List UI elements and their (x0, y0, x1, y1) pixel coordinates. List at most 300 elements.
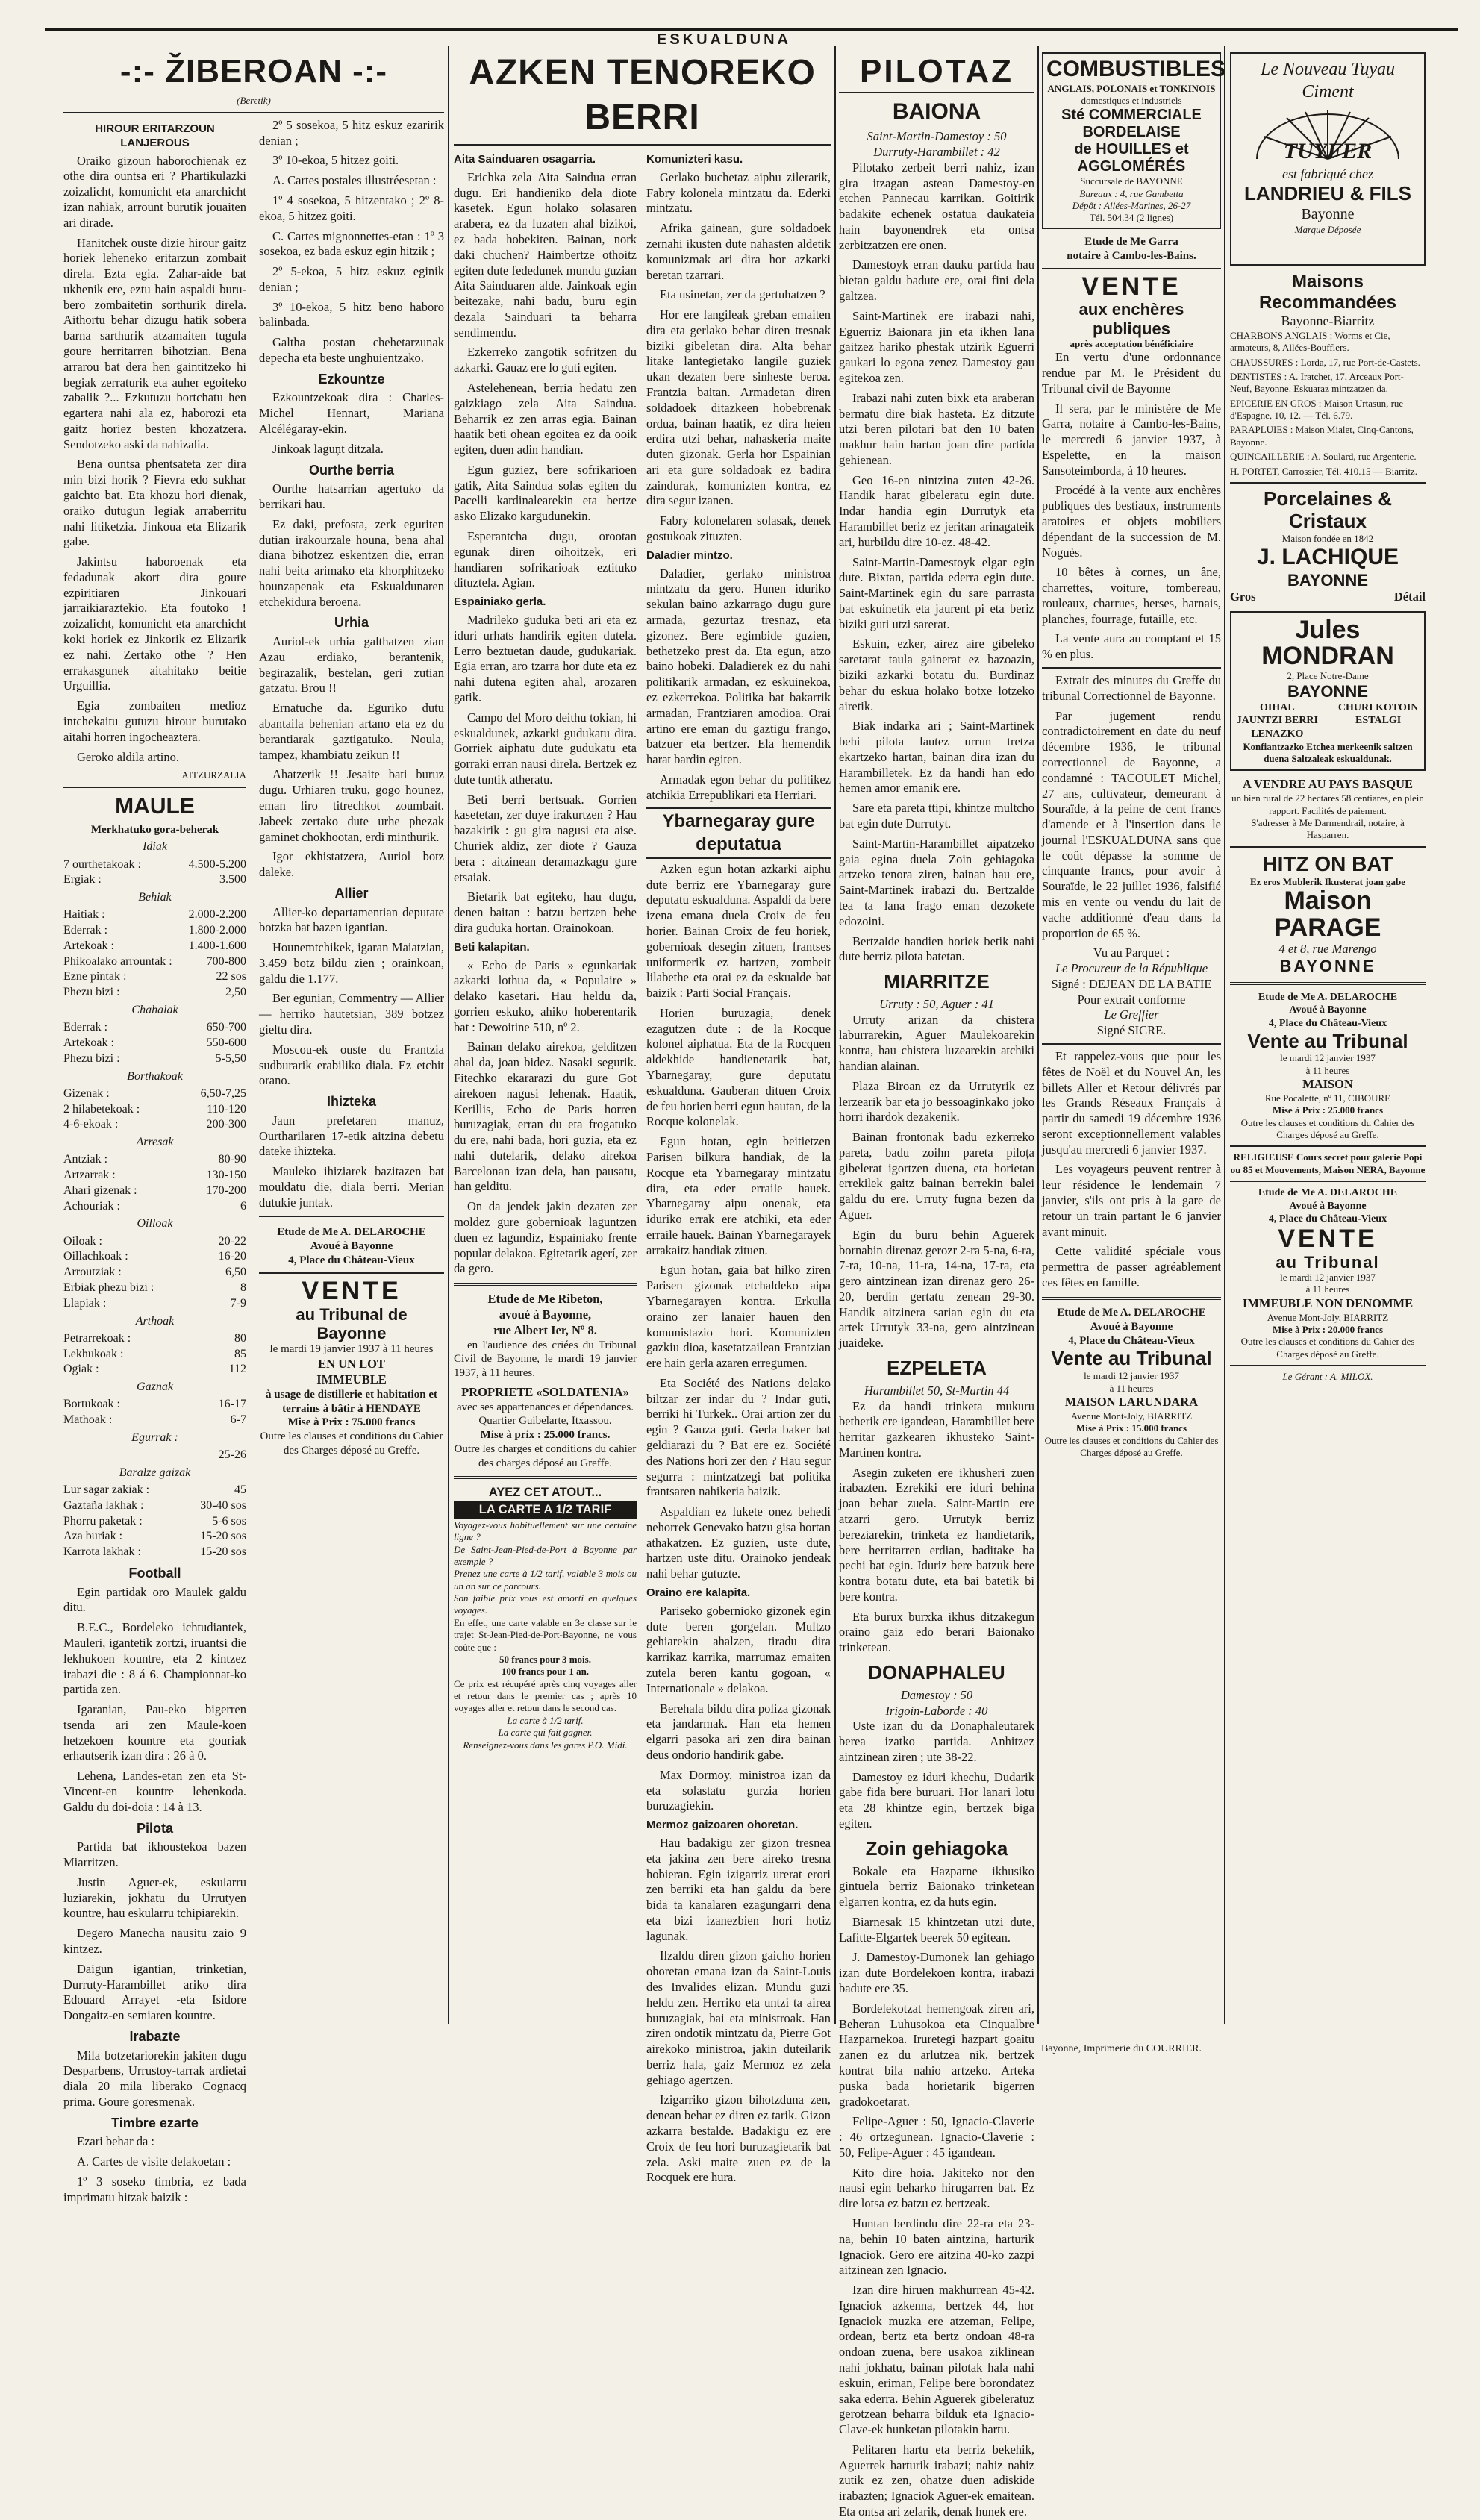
market-price: 5-6 sos (212, 1514, 246, 1528)
article-paragraph: Campo del Moro deithu tokian, hi eskualdunek, azkarki gudukatu dira. Gorriek aiphatu dute gudukatu eta gorraki erran nausi direla. Bertzek ez dute tuntik atheratu. (454, 710, 637, 787)
section-heading-baiona: BAIONA (892, 99, 981, 125)
market-row (63, 1413, 246, 1428)
article-paragraph: J. Damestoy-Dumonek lan gehiago izan dute Bordelekoen kontra, irabazi badute ere 35. (839, 1950, 1034, 1996)
article-paragraph: Saint-Martin-Harambillet aipatzeko gaia egina duela Zoin gehiagoka artzeko tenora ziren, bainan hau ere, Saint-Martinek irabazi du. Bertzalde tea ta lana frago eman dezokete edozoini. (839, 836, 1034, 928)
ad-text: 4 et 8, rue Marengo (1278, 941, 1377, 956)
article-paragraph: Hounemtchikek, igaran Maiatzian, 3.459 botz bildu zien ; orainkoan, galdu die 1.177. (259, 940, 444, 986)
market-row (63, 872, 246, 888)
ad-title: A VENDRE AU PAYS BASQUE (1242, 777, 1413, 792)
list-item: PARAPLUIES : Maison Mialet, Cinq-Cantons, Bayonne. (1230, 424, 1414, 448)
column-divider (1037, 46, 1039, 2024)
ad-subtitle: Bayonne-Biarritz (1281, 313, 1375, 329)
ad-text: Outre les clauses et conditions du Cahier des Charges déposé au Greffe. (1044, 1434, 1219, 1458)
subcolumn-left (63, 118, 246, 2210)
rule (63, 787, 246, 788)
market-row (63, 1184, 246, 1199)
rule (454, 1283, 637, 1286)
article-paragraph: Ezkountzekoak dira : Charles-Michel Hennart, Mariana Alcélégaray-ekin. (259, 390, 444, 436)
market-price: 700-800 (206, 954, 246, 968)
ad-vente-title: Vente au Tribunal (1051, 1347, 1212, 1370)
article-paragraph: Berehala bildu dira poliza gizonak eta jandarmak. Han eta hemen elgarri pasoka ari zen dira bainan deus ondorio handirik gabe. (646, 1701, 831, 1762)
column-ziberoan (63, 46, 444, 2204)
market-item: Phorru paketak : (63, 1514, 143, 1528)
ad-text: Dépôt : Allées-Marines, 26-27 (1072, 200, 1191, 211)
rule (259, 1272, 444, 1274)
market-category: Arresak (136, 1136, 174, 1149)
ad-notary-address: 4, Place du Château-Vieux (1268, 1213, 1387, 1225)
market-price: 550-600 (206, 1036, 246, 1049)
notice-paragraph: Les voyageurs peuvent rentrer à leur résidence le lendemain 7 janvier, s'ils ont pris à la gare de retour un train partant le 6 janvier avant minuit. (1042, 1162, 1221, 1239)
article-paragraph: Jinkoak laguņt ditzala. (272, 441, 384, 456)
ad-text: Son faible prix vous est amorti en quelques voyages. (454, 1592, 637, 1616)
article-paragraph: Mila botzetariorekin jakiten dugu Desparbens, Urrustoy-tarrak ardietai diala 20 mila liberako Cognacq prima. Goure goresmenak. (63, 2048, 246, 2109)
ad-notary-title: avoué à Bayonne, (499, 1307, 592, 1322)
market-row (63, 1362, 246, 1378)
article-paragraph: Eta burux burxka ikhus ditzakegun oraino gaiz edo berari Baionako trinketean. (839, 1609, 1034, 1655)
rule (1230, 982, 1426, 985)
market-price: 6 (240, 1199, 246, 1213)
article-paragraph: 3º 10-ekoa, 5 hitz beno haboro balinbada. (259, 299, 444, 330)
ad-notary-address: rue Albert Ier, Nº 8. (493, 1322, 597, 1337)
market-row (63, 1281, 246, 1296)
market-row (63, 1020, 246, 1036)
article-heading-ybarnegaray: Ybarnegaray gure deputatua (646, 807, 831, 858)
subcolumn-right (646, 148, 831, 2190)
ad-text: domestiques et industriels (1081, 94, 1182, 106)
article-heading: Mermoz gaizoaren ohoretan. (646, 1819, 799, 1832)
ad-vente-title: Vente au Tribunal (1247, 1029, 1408, 1052)
market-row (63, 954, 246, 970)
article-paragraph: B.E.C., Bordeleko ichtudiantek, Mauleri, igantetik zortzi, iruantsi die lekhukoen kountre, eta 2 kintzez irabazi die : 8 á 6. Championnat-ko partida zen. (63, 1620, 246, 1697)
market-price: 130-150 (206, 1169, 246, 1182)
ad-text: est fabriqué chez (1282, 166, 1373, 182)
legal-paragraph: Par jugement rendu contradictoirement en date du neuf décembre 1936, le tribunal correctionnel de Bayonne, a condamné : TACOULET Michel, 27 ans, cultivateur, demeurant à Souraïde, à la peine de cent francs d'amende et à l'insertion dans le journal l'ESKUALDUNA sans que le coût dépasse la somme de cinquante francs, pour avoir à Souraïde, le 22 juillet 1936, falsifié mis en vente ou vendu du lait de vache additionné d'eau dans la proportion de 65 %. (1042, 708, 1221, 940)
legal-line: Signé SICRE. (1096, 1023, 1167, 1038)
market-category: Borthakoak (127, 1069, 183, 1083)
article-paragraph: Gerlako buchetaz aiphu zilerarik, Fabry kolonela mintzatu da. Ederki mintzatu. (646, 169, 831, 216)
ad-vente-type: IMMEUBLE (316, 1372, 387, 1386)
market-price: 6-7 (230, 1413, 246, 1427)
market-item: Mathoak : (63, 1413, 113, 1427)
ad-row (1230, 590, 1426, 605)
article-paragraph: Fabry kolonelaren solasak, denek gostukoak zituzten. (646, 513, 831, 544)
market-row (63, 985, 246, 1001)
article-paragraph: Aspaldian ez lukete onez behedi nehorrek Genevako batzu gisa hortan athakatzen. Ez guzien, uste dute, hartzen uste ditu. Orainoko jendeak nahi behar gutuzte. (646, 1504, 831, 1581)
ad-price: Mise à Prix : 15.000 francs (1075, 1422, 1187, 1434)
article-paragraph: Jakintsu haboroenak eta fedadunak akort dira goure ezpiritiaren Jinkouari jarraikiaraztekio. Eta foutoko ! zoizalicht, komunicht eta anarchicht koki horiek ez Jinkorik ez Elizarik ez nahi. Zertako othe ? Hen errakasgunek aitahitako beitie Urguillia. (63, 554, 246, 693)
market-price: 170-200 (206, 1184, 246, 1197)
article-paragraph: 2º 5 sosekoa, 5 hitz eskuz ezaririk denian ; (259, 117, 444, 148)
section-heading-ihizteka: Ihizteka (326, 1094, 377, 1110)
market-item: Lur sagar zakiak : (63, 1483, 150, 1497)
article-paragraph: Astelehenean, berria hedatu zen gaizkiago zela Aita Saindua. Beharrik ez zen arras egia. Bainan haatik beti ohean egoitea ez da ooik egiten, duen adin handian. (454, 380, 637, 457)
article-paragraph: Jaun prefetaren manuz, Ourtharilaren 17-etik aitzina debetu dateke ihizteka. (259, 1113, 444, 1159)
article-heading: HIROUR ERITARZOUN LANJEROUS (95, 122, 215, 149)
market-item: Artzarrak : (63, 1169, 116, 1182)
market-item: Ergiak : (63, 873, 102, 887)
ad-banner: LA CARTE A 1/2 TARIF (454, 1501, 637, 1519)
ad-brand: TUYFER (1283, 139, 1373, 164)
article-paragraph: Bertzalde handien horiek betik nahi dute berriz pilota batetan. (839, 934, 1034, 964)
article-paragraph: Urruty arizan da chistera laburrarekin, Aguer Maulekoarekin kontra, hau chistera luzearekin atchiki handian alainan. (839, 1012, 1034, 1073)
ad-notary-name: Etude de Me Ribeton, (487, 1292, 603, 1307)
article-paragraph: Hanitchek ouste dizie hirour gaitz horiek leheneko eritarzun zombait direla. Ezta egia. Zahar-aide bat ukhenik ere, eztu hain aspaldi buru-bero zombaitetin sorthurik direla. Aithortu behar dizugu hatik sobera barna sarthurik atzamaiten tugula goure herritarren bihotzian. Bena arrarou bat dera hen gaintitzeko hi begiak zerraturik eta auher egoiteko zabalik ?... Ezkutuzu bortchatu hen egartera nahi ala ez, haborozi eta gaitz horiez besten khozatzera. Sendotzeko aski da nahizalia. (63, 235, 246, 451)
article-paragraph: 3º 10-ekoa, 5 hitzez goiti. (272, 153, 399, 168)
article-paragraph: Ezkerreko zangotik sofritzen du azkarki. Gauaz ere lo guti egiten. (454, 345, 637, 375)
article-signature: AITZURZALIA (181, 769, 246, 781)
ad-text: Bureaux : 4, rue Gambetta (1079, 187, 1184, 199)
ad-paragraph: Procédé à la vente aux enchères publiques des bestiaux, instruments aratoires et objets mobiliers dépendant de la succession de M. Noguès. (1042, 483, 1221, 560)
ad-paragraph: 10 bêtes à cornes, un âne, charrettes, voiture, tombereau, rouleaux, charrues, herses, harnais, planches, fourrage, futaille, etc. (1042, 565, 1221, 626)
article-paragraph: Geo 16-en nintzina zuten 42-26. Handik harat gibeleratu egin dute. Indar handia egin Durrutyk eta Harambillet beriz ez jeritan arinagateik ari, hurbildu dire 10-ez. 48-42. (839, 472, 1034, 549)
article-heading: Komunizteri kasu. (646, 152, 743, 166)
column-divider (448, 46, 449, 2024)
article-paragraph: On da jendek jakin dezaten zer moldez gure gobernioak laguntzen duen ez lagundiz, Espainiako frente popular delakoa. Egitetarik agerí, zer da gero. (454, 1199, 637, 1276)
market-row (63, 1483, 246, 1498)
ad-vente-date: le mardi 19 janvier 1937 à 11 heures (269, 1343, 434, 1356)
ad-notary-name: Etude de Me A. DELAROCHE (1258, 1187, 1398, 1199)
article-paragraph: Pariseko gobernioko gizonek egin dute beren gorgelan. Multzo gehiarekin ahalzen, tiradu dira karrikaz karrika, marrumaz emaiten zutela beren kantu gogoan, « Internationale » delakoa. (646, 1603, 831, 1695)
ad-company-name: Maison PARAGE (1274, 887, 1381, 942)
ad-text: avec ses appartenances et dépendances. (457, 1401, 634, 1413)
market-row (63, 923, 246, 939)
section-heading-ourthe: Ourthe berria (308, 462, 395, 478)
market-price: 110-120 (207, 1102, 246, 1116)
market-item: Haitiak : (63, 908, 105, 922)
market-price: 4.500-5.200 (188, 857, 246, 871)
market-price: 15-20 sos (200, 1545, 246, 1559)
ad-company-name: Sté COMMERCIALE BORDELAISE (1061, 107, 1202, 141)
article-paragraph: Pilotako zerbeit berri nahiz, izan gira itzagan astean Damestoy-en etchen Pannecau karrikan. Goitirik badakite echenek ostatua daukateia hain bayonendrek eta ontsa zerbitzatzen ere onen. (839, 160, 1034, 252)
ad-property-name: MAISON (1302, 1077, 1353, 1092)
article-paragraph: Lehena, Landes-etan zen eta St-Vincent-en kountre lehenkoda. Galdu du doi-doia : 14 à 13. (63, 1769, 246, 1814)
ad-text: 2, Place Notre-Dame (1287, 670, 1369, 682)
legal-line: Le Procureur de la République (1055, 961, 1208, 976)
article-paragraph: Kito dire hoia. Jakiteko nor den nausi egin beharko hirugarren bat. Ez dire lotsa ez batzu ez bertzeak. (839, 2165, 1034, 2211)
market-row (63, 1514, 246, 1530)
section-heading-timbre: Timbre ezarte (111, 2115, 199, 2130)
ad-property-name: IMMEUBLE NON DENOMME (1242, 1295, 1414, 1310)
list-item: DENTISTES : A. Iratchet, 17, Arceaux Port-Neuf, Bayonne. Eskuaraz mintzatzen da. (1230, 370, 1404, 395)
article-paragraph: Geroko aldila artino. (77, 749, 179, 764)
article-paragraph: Ber egunian, Commentry — Allier — herriko hautetsian, 389 botzez gieltu dira. (259, 991, 444, 1037)
section-heading-allier: Allier (334, 885, 369, 901)
rule (1230, 482, 1426, 484)
article-paragraph: Plaza Biroan ez da Urrutyrik ez lerzearik bar eta jo bessoaginkako joko horri ihardok dezakenik. (839, 1078, 1034, 1125)
article-heading: Beti kalapitan. (454, 940, 530, 954)
market-category: Oilloak (137, 1217, 173, 1231)
market-row (63, 1102, 246, 1118)
ad-text: Prenez une carte à 1/2 tarif, valable 3 mois ou un an sur ce parcours. (454, 1568, 637, 1592)
ad-text: Outre les charges et conditions du cahier des charges déposé au Greffe. (454, 1442, 637, 1469)
market-price: 200-300 (206, 1118, 246, 1131)
ad-company-name: LANDRIEU & FILS (1244, 181, 1411, 204)
article-paragraph: Max Dormoy, ministroa izan da eta solastatu gurzia horien buruzagiekin. (646, 1767, 831, 1813)
ad-text: Renseignez-vous dans les gares P.O. Midi. (463, 1739, 628, 1751)
market-price: 2,50 (225, 986, 246, 999)
article-paragraph: Ahatzerik !! Jesaite bati buruz dugu. Urhiaren truku, gogo hounez, eman liro titrechkot zoumbait. Jabeek zertako dute urhe phezak gaminet chokhootan, erdi minthurik. (259, 767, 444, 844)
ad-heading: AYEZ CET ATOUT... (488, 1486, 602, 1500)
market-price: 1.800-2.000 (188, 924, 246, 937)
ad-vente-subtitle2: après acceptation bénéficiaire (1070, 337, 1193, 349)
market-item: Phezu bizi : (63, 1051, 120, 1065)
market-item: 7 ourthetakoak : (63, 857, 141, 871)
legal-line: Le Greffier (1104, 1007, 1159, 1022)
market-row (63, 1397, 246, 1413)
market-item: Erbiak phezu bizi : (63, 1281, 154, 1295)
market-item: Ederrak : (63, 1021, 108, 1034)
market-price: 650-700 (206, 1021, 246, 1034)
article-paragraph: Armadak egon behar du politikez atchikia Errepublikari eta Herriari. (646, 772, 831, 802)
article-paragraph: Uste izan du da Donaphaleutarek berea izatko partida. Anhitzez aintzinean ziren ; ute 38-22. (839, 1719, 1034, 1764)
article-paragraph: Bainan delako airekoa, gelditzen ahal da, joan bidez. Nasaki segurik. Fitechko ekararazi du gure Got airekoen nagusi lehenak. Haatik, Kerillis, Echo de Paris horren buruzagiak, erran du eta frogatuko du ere, nahi bada, hori guzia, eta ez nahi dutelarik, delako airekoa Barcelonan izan dela, han pausatu, han gelditu. (454, 1039, 637, 1194)
ad-text: un bien rural de 22 hectares 58 centiares, en plein rapport. Facilités de paiement. (1231, 792, 1424, 816)
article-paragraph: Egun guziez, bere sofrikarioen gatik, Aita Saindua solas egiten du Pacelli kardinalearekin eta bertze asko Elizako kargudunekin. (454, 462, 637, 524)
ad-vente-title: VENTE (1278, 1225, 1378, 1254)
article-paragraph: A. Cartes de visite delakoetan : (77, 2154, 231, 2169)
article-paragraph: A. Cartes postales illustréesetan : (272, 173, 437, 188)
ad-text: De Saint-Jean-Pied-de-Port à Bayonne par exemple ? (454, 1543, 637, 1567)
column-divider (834, 46, 836, 2024)
section-heading-football: Football (128, 1566, 181, 1581)
ad-notary-title: Avoué à Bayonne (1289, 1004, 1367, 1016)
ad-text: RELIGIEUSE Cours secret pour galerie Popi ou 85 et Mouvements, Maison NERA, Bayonne (1230, 1151, 1426, 1175)
rule (1042, 268, 1221, 269)
ad-vente-description: à usage de distillerie et habitation et terrains à bâtir à HENDAYE (266, 1388, 437, 1415)
ad-city: BAYONNE (1279, 957, 1376, 976)
subcolumn-left (454, 148, 637, 1751)
market-row (63, 1249, 246, 1265)
ad-text: Marque Déposée (1294, 223, 1361, 235)
article-paragraph: Pelitaren hartu eta berriz bekehik, Aguerrek harturik irabazi; nahiz nahiz zutik ez zen, ohatze duen adiskide irabazten; Ignaciok Aguer-ek emaitean. Eta ontsa ari zelarik, denak hunek ere. (839, 2442, 1034, 2519)
article-paragraph: Eta Société des Nations delako biltzar zer indar du ? Indar guti, berriki hi Turkek.. Orai artion zer du egin ? Gauza guti. Gerla baker bat geldiarazi du ? Bat ere ez. Société des Nations hori zer den ? Hau segur segurra : mintzatzegi bat politika frantsaren nahikeria baizik. (646, 1375, 831, 1499)
article-paragraph: Damestoyk erran dauku partida hau bietan galdu badute ere, orai fini dela galtzea. (839, 257, 1034, 304)
ad-vente-subtitle: au Tribunal (1276, 1252, 1380, 1272)
article-paragraph: Bena ountsa phentsateta zer dira min bizi horik ? Fievra edo sukhar gaichto bat. Eta khozu hori dienak, oraiko dutugun legiak arraberritu nahi litiketzia. Jinkoua eta Elizarik gabe. (63, 457, 246, 549)
section-heading-ezkontze: Ezkountze (318, 371, 385, 387)
article-paragraph: Irabazi nahi zuten bixk eta araberan bermatu dire biak hasteta. Ez ditzute utzi beren pilotari bat den 10 baten makhur hain hartan joan dire partida gehienean. (839, 390, 1034, 467)
market-row (63, 1545, 246, 1560)
market-price: 2.000-2.200 (188, 908, 246, 922)
section-heading-ezpeleta: EZPELETA (887, 1357, 987, 1380)
market-item: Oiloak : (63, 1234, 102, 1248)
article-paragraph: Beti berri bertsuak. Gorrien kasetetan, zer duye irakurtzen ? Hau bazakirik : gu gira nagusi eta aise. Churiek aldiz, zer diote ? Gauza bera : aitzinean deramazkagu gure etsaiak. (454, 792, 637, 884)
market-price: 5-5,50 (215, 1051, 246, 1065)
article-heading: Oraino ere kalapita. (646, 1586, 751, 1600)
article-heading: Aita Sainduaren osagarria. (454, 152, 596, 166)
article-paragraph: Madrileko guduka beti ari eta ez iduri urhats handirik egiten dutela. Lerro beztuetan daude, gudukariak. Egia erran, aro tzarra hor dute eta ez nahi dutena egiten ahal, arozaren gatik. (454, 613, 637, 704)
article-paragraph: Ezari behar da : (77, 2134, 154, 2149)
article-paragraph: 1º 4 sosekoa, 5 hitzentako ; 2º 8-ekoa, 5 hitzez goiti. (259, 193, 444, 223)
market-item: Llapiak : (63, 1296, 107, 1310)
market-price: 1.400-1.600 (188, 939, 246, 952)
ad-text: le mardi 12 janvier 1937 (1280, 1272, 1376, 1284)
ad-paragraph: En vertu d'une ordonnance rendue par M. le Président du Tribunal civil de Bayonne (1042, 350, 1221, 395)
rule (454, 1476, 637, 1479)
legal-line: Pour extrait conforme (1077, 992, 1186, 1007)
ad-vente-title: VENTE (302, 1277, 402, 1306)
market-item: Ezne pintak : (63, 970, 127, 984)
article-paragraph: Daigun igantian, trinketian, Durruty-Harambillet ariko dira Edouard Arrayet -eta Isidore Dongaitz-en semiaren kountre. (63, 1961, 246, 2023)
market-title: MAULE (115, 793, 195, 819)
ad-company-name: J. LACHIQUE (1256, 545, 1399, 570)
list-item: CHAUSSURES : Lorda, 17, rue Port-de-Castets. (1230, 356, 1420, 368)
article-paragraph: Egin du buru behin Aguerek bornabin direnaz gerozr 2-ra 5-na, 6-ra, 7-ra, 10-na, 11-ra, 14-na, 17-ra, eta gero aintzinean izan direnaz gero 26-20, berdin gertatu zenean 29-30. Handik aitzinera sarian egin du eta artek Urrutyk 33-na, gero aintzinean juaideke. (839, 1227, 1034, 1351)
ad-text: Avenue Mont-Joly, BIARRITZ (1070, 1410, 1193, 1422)
ad-text: Succursale de BAYONNE (1080, 175, 1183, 187)
market-price: 80 (234, 1331, 246, 1345)
article-paragraph: Hor ere langileak greban emaiten dira eta gerlako behar diren tresnak biziki gibeletan dira. Alta behar litake lantegietako langile guziek ukan dezaten bere sinheste beroa. Frantzia baitan. Armadetan diren soldadoek ditazkeen hobebrenak ordua, bainan haatik, ez dira heien erdira utzi behar, nahaskeria maite duten gizonak. Gerla hor Espainian ari eta gure soldadoak ez badira zaindurak, komunizten kontra, ez dira segur izanen. (646, 307, 831, 508)
market-item: Lekhukoak : (63, 1347, 124, 1360)
article-paragraph: Degero Manecha nausitu zaio 9 kintzez. (63, 1926, 246, 1956)
ad-text: Outre les clauses et conditions du Cahier des Charges déposé au Greffe. (1240, 1116, 1415, 1141)
rule (1042, 1297, 1221, 1300)
score-line: Damestoy : 50 (900, 1687, 973, 1702)
market-row (63, 1296, 246, 1312)
ad-notary-address: 4, Place du Château-Vieux (1268, 1017, 1387, 1029)
score-line: Durruty-Harambillet : 42 (873, 145, 1000, 160)
market-price: 15-20 sos (200, 1530, 246, 1543)
article-paragraph: Egia zombaiten medioz intchekaitu gutuzu hirour burutako aitahi horren ingocheaztera. (63, 698, 246, 744)
market-item: Ahari gizenak : (63, 1184, 137, 1197)
article-paragraph: Saint-Martin-Damestoyk elgar egin dute. Bixtan, partida ederra egin dute. Saint-Martinek egin du sare parrasta bat eskuinetik eta jaurent pi eta beriz biziki guti utzi sarerat. (839, 554, 1034, 631)
market-item: Ogiak : (63, 1363, 99, 1376)
market-row (63, 1234, 246, 1250)
market-item: Oillachkoak : (63, 1250, 128, 1263)
article-paragraph: Biak indarka ari ; Saint-Martinek behi pilota lautez urrun tretza ekartzeko hartan, bainan dira izan du Harambilletek. Ez da handi han edo hemen amor emanik ere. (839, 719, 1034, 795)
section-heading-pilota: Pilota (136, 1820, 173, 1836)
ad-price: Mise à Prix : 20.000 francs (1272, 1324, 1384, 1335)
ad-vente-subtitle: aux enchères publiques (1078, 300, 1184, 338)
article-paragraph: Oraiko gizoun haborochienak ez othe dira ountsa eri ? Phartikulazki zoizalicht, komunicht eta anarchicht izan nahiak, arrount burutik jouaiten ari dirade. (63, 153, 246, 230)
column-azken-berri (454, 46, 831, 2185)
section-heading-irabazte: Irabazte (129, 2028, 181, 2044)
ad-text: Konfiantzazko Etchea merkeenik saltzen duena Saltzaleak eskualdunak. (1243, 740, 1413, 765)
ad-notary-title: notaire à Cambo-les-Bains. (1067, 249, 1196, 262)
article-paragraph: Esperantcha dugu, orootan egunak diren oihoitzek, eri handiaren sofrikarioak eztituko dituztela. Agian. (454, 529, 637, 590)
ad-mondran (1230, 611, 1426, 772)
market-item: Artekoak : (63, 939, 114, 952)
article-paragraph: Bietarik bat egiteko, hau dugu, denen baitan : batzu bertzen behe dira guduka hortan. Orainokoan. (454, 889, 637, 935)
ad-text: Rue Pocalette, nº 11, CIBOURE (1264, 1092, 1391, 1104)
market-price: 6,50 (225, 1266, 246, 1279)
article-paragraph: Igaranian, Pau-eko bigerren tsenda ari zen Maule-koen hetzekoen kountre eta gouriak erhautserik izan dira : 26 à 0. (63, 1702, 246, 1763)
column-ads-legal (1042, 46, 1225, 2016)
article-paragraph: Eskuin, ezker, airez aire gibeleko saretarat taula gainerat ez bazoazin, biziki azkarki botatu du. Burdinaz behar du eskua holako botxe lotzeko airetik. (839, 637, 1034, 713)
ad-notary-title: Avoué à Bayonne (310, 1240, 393, 1253)
market-price: 16-17 (218, 1398, 246, 1411)
ad-text: Tél. 504.34 (2 lignes) (1089, 212, 1174, 224)
market-row (63, 857, 246, 873)
ad-company-name: de HOUILLES et AGGLOMÉRÉS (1074, 141, 1189, 175)
ad-price: Mise à Prix : 25.000 francs (1272, 1104, 1384, 1116)
ad-city: BAYONNE (1287, 682, 1368, 701)
ad-text: à 11 heures (1109, 1382, 1154, 1394)
ad-text: Maison fondée en 1842 (1281, 532, 1374, 544)
market-category: Baralze gaizak (119, 1466, 191, 1479)
ad-property-name: MAISON LARUNDARA (1064, 1395, 1199, 1410)
market-subtitle: Merkhatuko gora-beherak (90, 824, 219, 837)
market-price: 3.500 (219, 873, 246, 887)
market-price: 6,50-7,25 (200, 1087, 246, 1100)
article-paragraph: Moscou-ek ouste du Frantzia sudburarik erabiliko diala. Ez etchit orano. (259, 1042, 444, 1088)
article-paragraph: Asegin zuketen ere ikhusheri zuen irabazten. Ezrekiki ere iduri behina joan behar zuela. Saint-Martin ere atzarri gero. Urrutyk berriz bereziarekin, trinketa ez handietarik, bere herritarren erdian, baditake ba pechi bat egin. Iduriz bere batzuk bere kontra botatu dute, eta bai batetik bi bere kontra. (839, 1465, 1034, 1604)
market-price: 45 (234, 1483, 246, 1497)
section-title-ziberoan: -:- ŽIBEROAN -:- (119, 53, 388, 90)
score-line: Harambillet 50, St-Martin 44 (864, 1383, 1010, 1398)
article-paragraph: 2º 5-ekoa, 5 hitz eskuz eginik denian ; (259, 264, 444, 294)
market-item: Phikoalako arrountak : (63, 954, 172, 968)
ad-paragraph: Il sera, par le ministère de Me Garra, notaire à Cambo-les-Bains, le mercredi 6 janvier 1937, à Espelette, en la maison Sansoteimborda, à 10 heures. (1042, 401, 1221, 478)
ad-vente-subtitle: au Tribunal de Bayonne (296, 1304, 408, 1343)
ad-notary-address: 4, Place du Château-Vieux (1068, 1334, 1195, 1347)
ad-notary-name: Etude de Me A. DELAROCHE (1258, 991, 1398, 1003)
ad-text: Quartier Guibelarte, Itxassou. (478, 1415, 612, 1428)
gerant-signature: Le Gérant : A. MILOX. (1282, 1371, 1373, 1383)
ad-text: le mardi 12 janvier 1937 (1280, 1052, 1376, 1064)
market-row (63, 1036, 246, 1051)
article-paragraph: Felipe-Aguer : 50, Ignacio-Claverie : 46 ortzegunean. Ignacio-Claverie : 50, Felipe-Aguer : 45 igandean. (839, 2114, 1034, 2160)
article-paragraph: Auriol-ek urhia galthatzen zian Azau erdiako, berantenik, begirazalik, bestelan, geri zutian gatzatu. Brou !! (259, 634, 444, 695)
market-table (63, 840, 246, 1560)
ad-price: 50 francs pour 3 mois. (499, 1653, 591, 1665)
market-item: Antziak : (63, 1153, 108, 1166)
market-row (63, 1529, 246, 1545)
ad-text: Avenue Mont-Joly, BIARRITZ (1267, 1311, 1389, 1323)
ad-text: En effet, une carte valable en 3e classe sur le trajet St-Jean-Pied-de-Port-Bayonne, ne vous coûte que : (454, 1616, 637, 1653)
market-category: Chahalak (131, 1004, 178, 1017)
ad-notary-name: Etude de Me A. DELAROCHE (1057, 1306, 1206, 1319)
article-paragraph: Biarnesak 15 khintzetan utzi dute, Lafitte-Elgartek beerek 50 egitean. (839, 1914, 1034, 1945)
ad-text: La carte qui fait gagner. (498, 1727, 593, 1739)
market-price: 7-9 (230, 1296, 246, 1310)
score-line: Saint-Martin-Damestoy : 50 (867, 129, 1007, 144)
market-price: 80-90 (218, 1153, 246, 1166)
market-category: Egurrak : (131, 1431, 178, 1444)
ad-row (1236, 701, 1420, 741)
rule (1230, 846, 1426, 848)
market-row (63, 1051, 246, 1067)
article-paragraph: Ernatuche da. Eguriko dutu abantaila behenian artano eta ez du berantiarak gaztigatuko. Noula, tampez, khambiatu zeikun !! (259, 701, 444, 762)
ad-vente-price: Mise à Prix : 75.000 francs (287, 1416, 416, 1429)
market-row (63, 1199, 246, 1215)
ad-text: La carte à 1/2 tarif. (507, 1714, 584, 1726)
column-ads (1230, 46, 1426, 2016)
market-item: Bortukoak : (63, 1398, 120, 1411)
section-title-pilotaz: PILOTAZ (839, 51, 1034, 93)
article-paragraph: Huntan berdindu dire 22-ra eta 23-na, behin 10 baten aintzina, harturik Ignaciok. Gero ere aitzina 40-ko zazpi aitzinean zen Ignacio. (839, 2216, 1034, 2277)
article-paragraph: Egin partidak oro Maulek galdu ditu. (63, 1584, 246, 1615)
rule (1230, 1145, 1426, 1147)
ad-text: Voyagez-vous habituellement sur une certaine ligne ? (454, 1519, 637, 1543)
ad-vente-lot: EN UN LOT (318, 1357, 385, 1372)
market-row (63, 969, 246, 985)
list-item: QUINCAILLERIE : A. Soulard, rue Argenterie. (1230, 451, 1417, 463)
ad-text: Ez eros Mublerik Ikusterat joan gabe (1249, 875, 1406, 887)
article-paragraph: Hau badakigu zer gizon tresnea eta jakina zen bere aireko tresna hobieran. Egin izigarriz urerat erori zen berriki eta han galdu da bere bida ta kanalaren ezagungarri dena eta bizi izanezbien hori hotiz lagunak. (646, 1835, 831, 1943)
notice-paragraph: Et rappelez-vous que pour les fêtes de Noël et du Nouvel An, les billets Aller et Retour délivrés par les Grands Réseaux Français à partir du samedi 19 décembre 1936 seront exceptionnellement valables jusqu'au mercredi 6 janvier 1937. (1042, 1049, 1221, 1157)
market-category: Arthoak (135, 1314, 175, 1328)
market-item: Ederrak : (63, 924, 108, 937)
byline: (Beretik) (237, 95, 271, 107)
section-heading-urhia: Urhia (334, 615, 369, 631)
market-item: Aza buriak : (63, 1530, 123, 1543)
market-price: 20-22 (218, 1234, 246, 1248)
article-paragraph: 1º 3 soseko timbria, ez bada imprimatu hitzak baizik : (63, 2174, 246, 2204)
masthead-title: ESKUALDUNA (657, 31, 791, 48)
article-heading: Daladier mintzo. (646, 548, 733, 562)
ad-text: CHURI KOTOIN ESTALGI (1337, 701, 1419, 727)
